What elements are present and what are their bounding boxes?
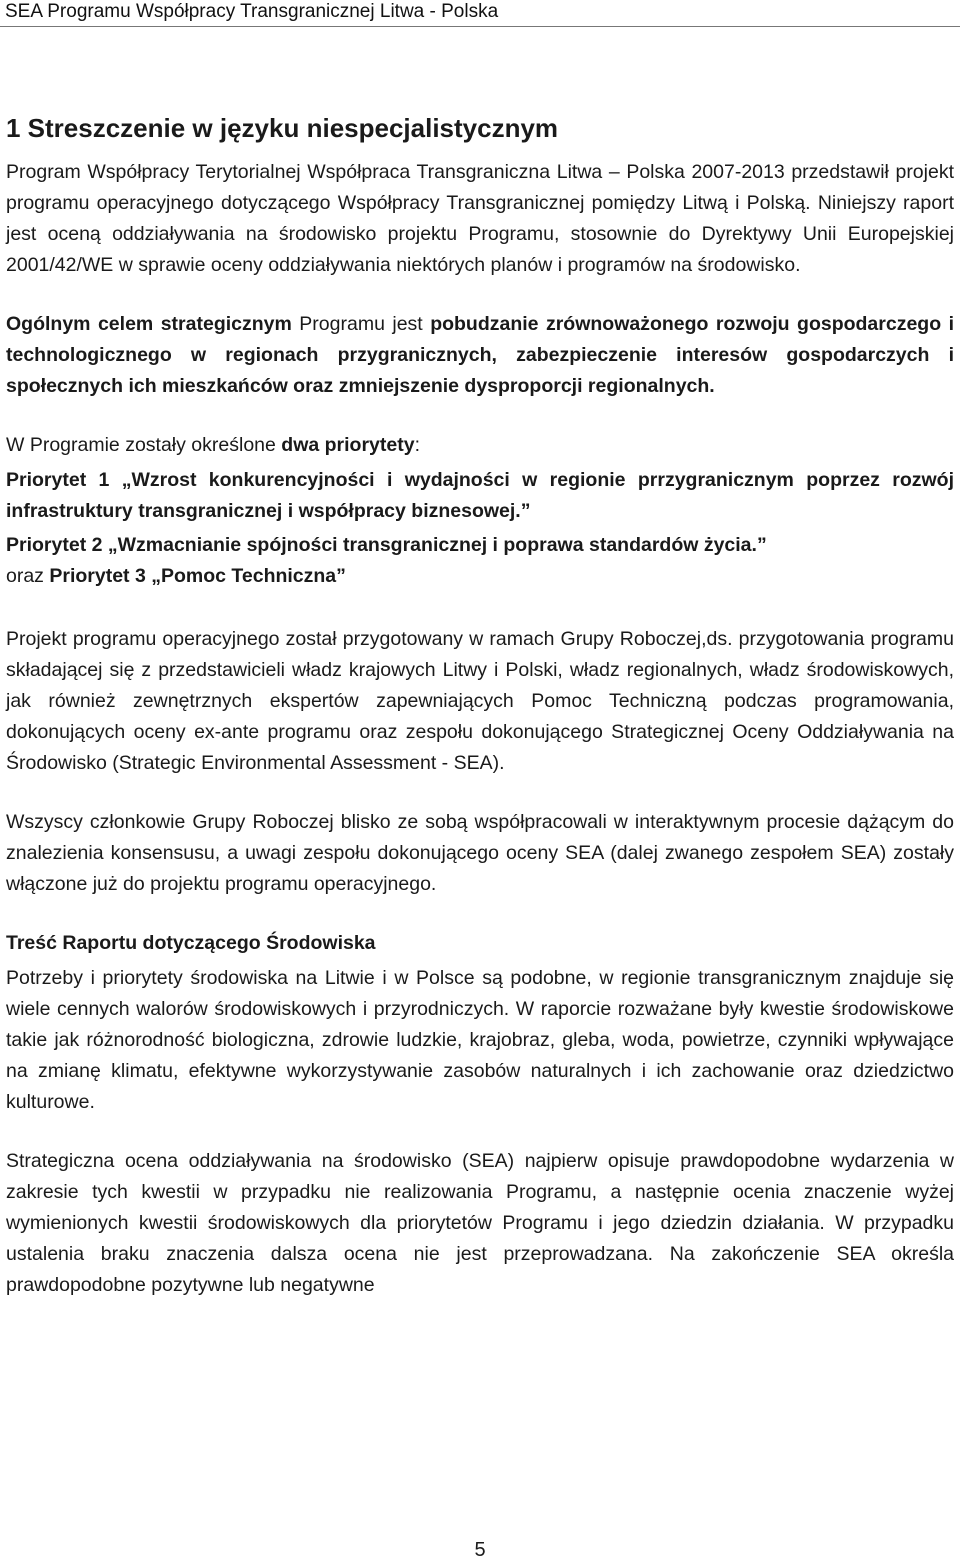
strategic-goal-text: pobudzanie zrównoważonego rozwoju gospodarczego i technologicznego w regionach przygranicznych, zabezpieczenie interesów gospodarczych i społecznych ich mieszkańców oraz zmniejszenie dysproporcji regionalnych. [6,313,955,397]
strategic-goal-paragraph [6,309,954,402]
environment-needs-paragraph: Potrzeby i priorytety środowiska na Litwie i w Polsce są podobne, w regionie transgranicznym znajduje się wiele cennych walorów środowiskowych i przyrodniczych. W raporcie rozważane były kwestie środowiskowe takie jak różnorodność biologiczna, zdrowie ludzkie, krajobraz, gleba, woda, powietrze, czynniki wpływające na zmianę klimatu, efektywne wykorzystywanie zasobów naturalnych i ich zachowanie oraz dziedzictwo kulturowe. [6,967,954,1113]
section-heading: 1 Streszczenie w języku niespecjalistycznym [6,113,559,143]
intro-paragraph: Program Współpracy Terytorialnej Współpraca Transgraniczna Litwa – Polska 2007-2013 przedstawił projekt programu operacyjnego dotyczącego Współpracy Transgranicznej pomiędzy Litwą i Polską. Niniejszy raport jest oceną oddziaływania na środowisko projektu Programu, stosownie do Dyrektywy Unii Europejskiej 2001/42/WE w sprawie oceny oddziaływania niektórych planów i programów na środowisko. [6,161,954,276]
header-divider [0,26,960,27]
subsection-title: Treść Raportu dotyczącego Środowiska [6,932,376,954]
priorities-intro [6,430,954,461]
cooperation-paragraph: Wszyscy członkowie Grupy Roboczej blisko ze sobą współpracowali w interaktywnym procesie dążącym do znalezienia konsensusu, a uwagi zespołu dokonującego oceny SEA (dalej zwanego zespołem SEA) zostały włączone już do projektu programu operacyjnego. [6,811,954,895]
priority-2: Priorytet 2 „Wzmacnianie spójności transgranicznej i poprawa standardów życia.” [6,534,767,556]
priorities-intro-colon: : [414,434,420,456]
priority-3 [6,561,954,592]
working-group-paragraph: Projekt programu operacyjnego został przygotowany w ramach Grupy Roboczej,ds. przygotowania programu składającej się z przedstawicieli władz krajowych Litwy i Polski, władz regionalnych, władz środowiskowych, jak również zewnętrznych ekspertów zapewniających Pomoc Techniczną podczas programowania, dokonujących oceny ex-ante programu oraz zespołu dokonującego Strategicznej Oceny Oddziaływania na Środowisko (Strategic Environmental Assessment - SEA). [6,628,954,774]
page-number: 5 [474,1539,486,1561]
document-body [6,108,954,1301]
priorities-intro-bold: dwa priorytety [281,434,415,456]
sea-assessment-paragraph: Strategiczna ocena oddziaływania na środowisko (SEA) najpierw opisuje prawdopodobne wydarzenia w zakresie tych kwestii w przypadku nie realizowania Programu, a następnie ocenia znaczenie wyżej wymienionych kwestii środowiskowych dla priorytetów Programu i jego dziedzin działania. W przypadku ustalenia braku znaczenia dalsza ocena nie jest przeprowadzana. Na zakończenie SEA określa prawdopodobne pozytywne lub negatywne [6,1150,954,1296]
strategic-goal-connector: Programu jest [291,313,431,335]
priority-3-text: Priorytet 3 „Pomoc Techniczna” [49,565,346,587]
running-header: SEA Programu Współpracy Transgranicznej Litwa - Polska [5,1,499,22]
priority-1: Priorytet 1 „Wzrost konkurencyjności i wydajności w regionie prrzygranicznym poprzez rozwój infrastruktury transgranicznej i współpracy biznesowej.” [6,469,954,522]
strategic-goal-label: Ogólnym celem strategicznym [6,313,292,335]
priority-3-prefix: oraz [6,565,50,587]
priorities-intro-text: W Programie zostały określone [6,434,282,456]
